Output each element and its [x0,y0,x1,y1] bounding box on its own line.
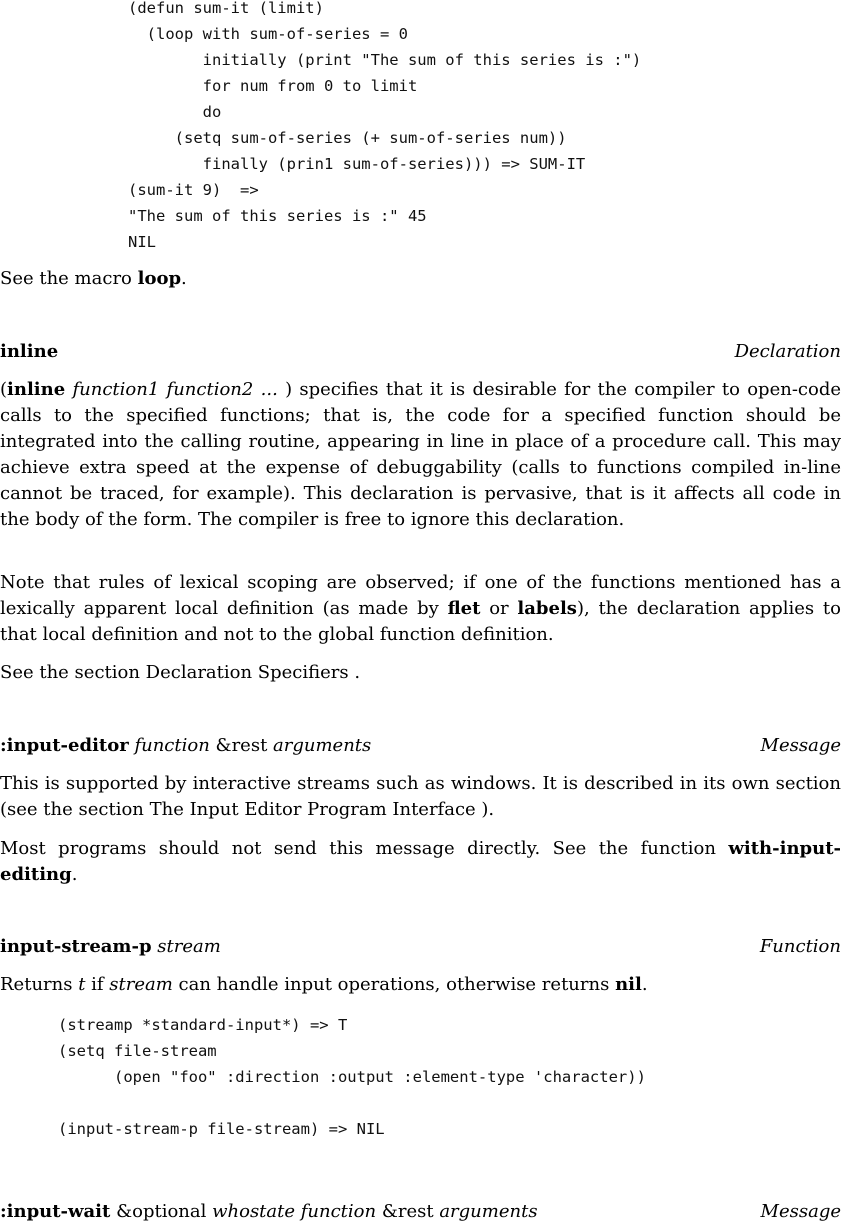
code-block-sum-it [128,0,828,255]
entry-kind: Declaration [734,341,841,362]
loop-link: loop [137,268,182,289]
see-loop-paragraph: See the macro loop. [0,268,187,289]
entry-kind: Function [759,936,841,957]
code-line: (defun sum-it (limit) [128,0,324,17]
code-line: (loop with sum-of-series = 0 [128,25,408,43]
inline-scoping-note: Note that rules of lexical scoping are observed; if one of the functions mentioned has a lexically apparent local definition (as made by flet or labels), the declaration applies to that local definition and not to the global function definition. [0,572,841,645]
entry-name: input-stream-p [0,936,152,957]
code-line: for num from 0 to limit [128,77,418,95]
entry-header-input-wait: :input-wait &optional whostate function &rest arguments Message [0,1199,841,1225]
entry-name: :input-editor [0,735,129,756]
entry-header-input-editor: :input-editor function &rest arguments Message [0,733,841,759]
code-line: do [128,103,222,121]
entry-kind: Message [760,1201,841,1222]
code-line: finally (prin1 sum-of-series))) => SUM-IT [128,155,586,173]
entry-header-input-stream-p: input-stream-p stream Function [0,934,841,960]
code-line: NIL [128,233,156,251]
code-line: "The sum of this series is :" 45 [128,207,427,225]
inline-see-section: See the section Declaration Specifiers . [0,662,361,683]
code-block-input-stream-p [58,1012,838,1142]
code-line: (streamp *standard-input*) => T [58,1016,348,1034]
input-stream-p-description: Returns t if stream can handle input operations, otherwise returns nil. [0,974,648,995]
inline-description: (inline function1 function2 ... ) specifies that it is desirable for the compiler to open-code calls to the specified functions; that is, the code for a specified function should be integrated into the calling routine, appearing in line in place of a procedure call. This may achieve extra speed at the expense of debuggability (calls to functions compiled in-line cannot be traced, for example). This declaration is pervasive, that is it affects all code in the body of the form. The compiler is free to ignore this declaration. [0,379,841,530]
code-line: (open "foo" :direction :output :element-type 'character)) [58,1068,646,1086]
code-line: (input-stream-p file-stream) => NIL [58,1120,385,1138]
code-line [58,1090,838,1116]
code-line: (setq file-stream [58,1042,217,1060]
input-editor-description: This is supported by interactive streams such as windows. It is described in its own section (see the section The Input Editor Program Interface ). [0,773,841,820]
code-line: (setq sum-of-series (+ sum-of-series num)) [128,129,567,147]
entry-kind: Message [760,735,841,756]
entry-name: :input-wait [0,1201,111,1222]
entry-header-inline [0,339,841,365]
entry-name: inline [0,341,59,362]
code-line: (sum-it 9) => [128,181,259,199]
input-editor-note: Most programs should not send this message directly. See the function with-input-editing. [0,838,841,885]
code-line: initially (print "The sum of this series is :") [128,51,642,69]
